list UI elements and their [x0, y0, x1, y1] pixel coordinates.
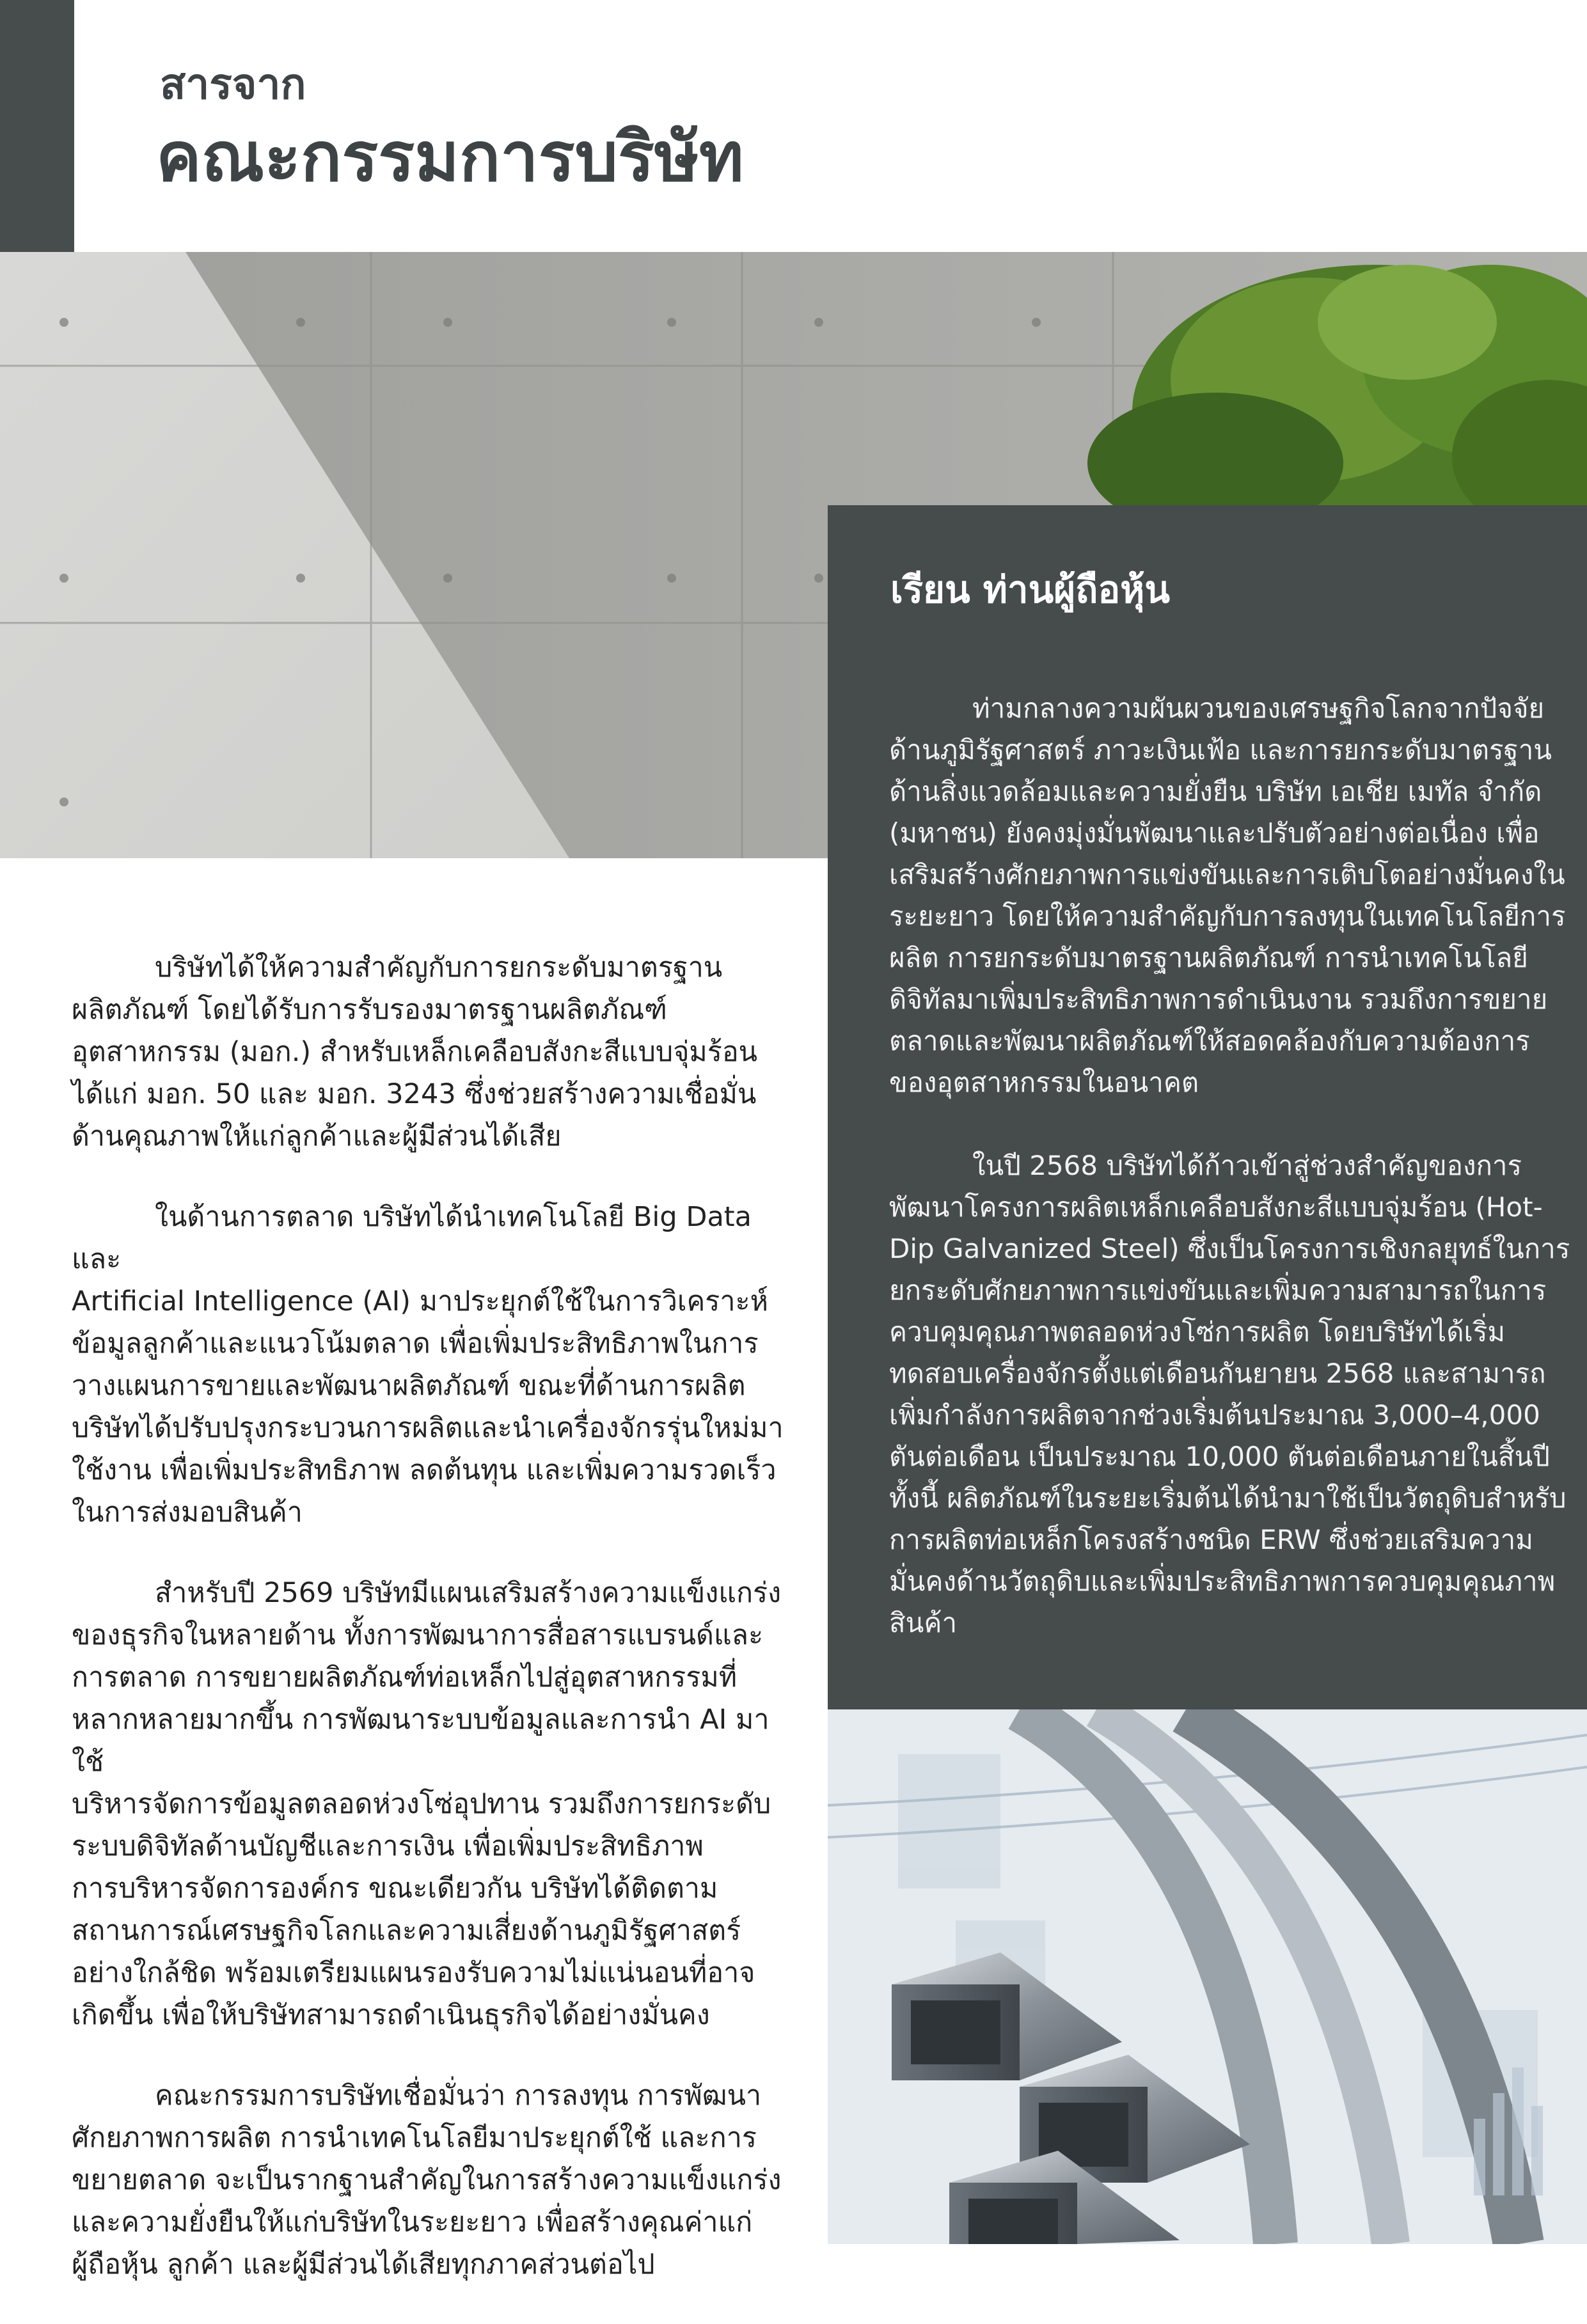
letter-left-column	[72, 946, 794, 2324]
letter-panel	[828, 505, 1587, 1709]
steel-pipes-photo	[828, 1709, 1587, 2244]
left-paragraph-1: บริษัทได้ให้ความสำคัญกับการยกระดับมาตรฐาน ผลิตภัณฑ์ โดยได้รับการรับรองมาตรฐานผลิตภัณฑ์ อุตสาหกรรม (มอก.) สำหรับเหล็กเคลือบสังกะสีแบบจุ่มร้อน ได้แก่ มอก. 50 และ มอก. 3243 ซึ่งช่วยสร้างความเชื่อมั่น ด้านคุณภาพให้แก่ลูกค้าและผู้มีส่วนได้เสีย	[72, 952, 758, 1152]
salutation: เรียน ท่านผู้ถือหุ้น	[890, 568, 1171, 611]
page-title: คณะกรรมการบริษัท	[156, 118, 744, 196]
header-side-bar	[0, 0, 74, 252]
title-subtitle: สารจาก	[160, 59, 306, 109]
panel-paragraph-2: ในปี 2568 บริษัทได้ก้าวเข้าสู่ช่วงสำคัญของการ พัฒนาโครงการผลิตเหล็กเคลือบสังกะสีแบบจุ่มร้อน (Hot- Dip Galvanized Steel) ซึ่งเป็นโครงการเชิงกลยุทธ์ในการ ยกระดับศักยภาพการแข่งขันและเพิ่มความสามารถในการ ควบคุมคุณภาพตลอดห่วงโซ่การผลิต โดยบริษัทได้เริ่ม ทดสอบเครื่องจักรตั้งแต่เดือนกันยายน 2568 และสามารถ เพิ่มกำลังการผลิตจากช่วงเริ่มต้นประมาณ 3,000–4,000 ตันต่อเดือน เป็นประมาณ 10,000 ตันต่อเดือนภายในสิ้นปี ทั้งนี้ ผลิตภัณฑ์ในระยะเริ่มต้นได้นำมาใช้เป็นวัตถุดิบสำหรับ การผลิตท่อเหล็กโครงสร้างชนิด ERW ซึ่งช่วยเสริมความ มั่นคงด้านวัตถุดิบและเพิ่มประสิทธิภาพการควบคุมคุณภาพ สินค้า	[889, 1150, 1570, 1638]
panel-paragraph-1: ท่ามกลางความผันผวนของเศรษฐกิจโลกจากปัจจัย ด้านภูมิรัฐศาสตร์ ภาวะเงินเฟ้อ และการยกระดับมาตรฐาน ด้านสิ่งแวดล้อมและความยั่งยืน บริษัท เอเชีย เมทัล จำกัด (มหาชน) ยังคงมุ่งมั่นพัฒนาและปรับตัวอย่างต่อเนื่อง เพื่อ เสริมสร้างศักยภาพการแข่งขันและการเติบโตอย่างมั่นคงใน ระยะยาว โดยให้ความสำคัญกับการลงทุนในเทคโนโลยีการ ผลิต การยกระดับมาตรฐานผลิตภัณฑ์ การนำเทคโนโลยี ดิจิทัลมาเพิ่มประสิทธิภาพการดำเนินงาน รวมถึงการขยาย ตลาดและพัฒนาผลิตภัณฑ์ให้สอดคล้องกับความต้องการ ของอุตสาหกรรมในอนาคต	[889, 693, 1566, 1098]
left-paragraph-2: ในด้านการตลาด บริษัทได้นำเทคโนโลยี Big Data และ Artificial Intelligence (AI) มาประยุกต์ใช้ในการวิเคราะห์ ข้อมูลลูกค้าและแนวโน้มตลาด เพื่อเพิ่มประสิทธิภาพในการ วางแผนการขายและพัฒนาผลิตภัณฑ์ ขณะที่ด้านการผลิต บริษัทได้ปรับปรุงกระบวนการผลิตและนำเครื่องจักรรุ่นใหม่มา ใช้งาน เพื่อเพิ่มประสิทธิภาพ ลดต้นทุน และเพิ่มความรวดเร็ว ในการส่งมอบสินค้า	[72, 1201, 784, 1528]
left-paragraph-4: คณะกรรมการบริษัทเชื่อมั่นว่า การลงทุน การพัฒนา ศักยภาพการผลิต การนำเทคโนโลยีมาประยุกต์ใช้ และการ ขยายตลาด จะเป็นรากฐานสำคัญในการสร้างความแข็งแกร่ง และความยั่งยืนให้แก่บริษัทในระยะยาว เพื่อสร้างคุณค่าแก่ ผู้ถือหุ้น ลูกค้า และผู้มีส่วนได้เสียทุกภาคส่วนต่อไป	[72, 2080, 782, 2281]
panel-body	[889, 687, 1580, 1685]
left-paragraph-3: สำหรับปี 2569 บริษัทมีแผนเสริมสร้างความแข็งแกร่ง ของธุรกิจในหลายด้าน ทั้งการพัฒนาการสื่อสารแบรนด์และ การตลาด การขยายผลิตภัณฑ์ท่อเหล็กไปสู่อุตสาหกรรมที่ หลากหลายมากขึ้น การพัฒนาระบบข้อมูลและการนำ AI มาใช้ บริหารจัดการข้อมูลตลอดห่วงโซ่อุปทาน รวมถึงการยกระดับ ระบบดิจิทัลด้านบัญชีและการเงิน เพื่อเพิ่มประสิทธิภาพ การบริหารจัดการองค์กร ขณะเดียวกัน บริษัทได้ติดตาม สถานการณ์เศรษฐกิจโลกและความเสี่ยงด้านภูมิรัฐศาสตร์ อย่างใกล้ชิด พร้อมเตรียมแผนรองรับความไม่แน่นอนที่อาจ เกิดขึ้น เพื่อให้บริษัทสามารถดำเนินธุรกิจได้อย่างมั่นคง	[72, 1577, 782, 2031]
